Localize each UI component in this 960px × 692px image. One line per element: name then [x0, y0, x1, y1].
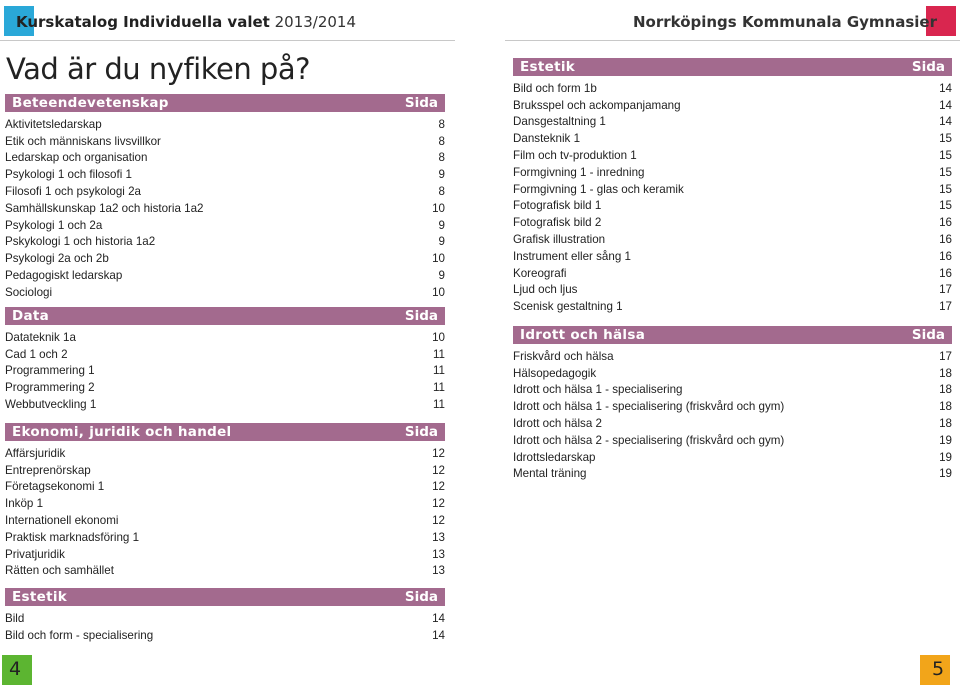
- course-page: 17: [939, 349, 952, 363]
- course-page: 8: [438, 151, 445, 165]
- section-page-label: Sida: [404, 424, 438, 440]
- course-name: Idrott och hälsa 2 - specialisering (friskvård och gym): [513, 433, 785, 447]
- page-number-left: 4: [9, 658, 22, 680]
- course-list: [5, 329, 445, 413]
- course-row: [5, 495, 445, 512]
- course-row: [5, 150, 445, 167]
- course-page: 9: [438, 269, 445, 283]
- course-row: [5, 267, 445, 284]
- course-page: 12: [432, 463, 445, 477]
- course-page: 19: [939, 450, 952, 464]
- course-row: [5, 610, 445, 627]
- course-row: [513, 298, 952, 315]
- course-page: 14: [432, 611, 445, 625]
- course-page: 11: [432, 398, 445, 412]
- course-name: Affärsjuridik: [5, 446, 66, 460]
- catalog-title-text: Kurskatalog Individuella valet: [16, 13, 270, 31]
- course-page: 14: [432, 628, 445, 642]
- course-list: [513, 348, 952, 482]
- course-page: 10: [432, 285, 445, 299]
- course-list: [513, 80, 952, 315]
- course-name: Företagsekonomi 1: [5, 480, 105, 494]
- course-page: 12: [432, 480, 445, 494]
- course-page: 15: [939, 149, 952, 163]
- section-page-label: Sida: [911, 59, 945, 75]
- section-header: [5, 423, 445, 441]
- course-row: [5, 346, 445, 363]
- course-name: Privatjuridik: [5, 547, 65, 561]
- course-name: Friskvård och hälsa: [513, 349, 614, 363]
- course-row: [513, 164, 952, 181]
- course-row: [513, 248, 952, 265]
- course-page: 10: [432, 252, 445, 266]
- course-page: 18: [939, 400, 952, 414]
- section-estetik-left: [5, 588, 445, 644]
- section-idrott: [513, 326, 952, 482]
- course-page: 14: [939, 81, 952, 95]
- section-estetik-right: [513, 58, 952, 315]
- course-page: 17: [939, 283, 952, 297]
- course-name: Fotografisk bild 1: [513, 199, 602, 213]
- course-page: 16: [939, 216, 952, 230]
- course-name: Etik och människans livsvillkor: [5, 134, 161, 148]
- course-row: [5, 116, 445, 133]
- section-page-label: Sida: [911, 327, 945, 343]
- section-page-label: Sida: [404, 308, 438, 324]
- section-header: [5, 94, 445, 112]
- course-name: Dansteknik 1: [513, 132, 581, 146]
- course-page: 9: [438, 218, 445, 232]
- school-name: Norrköpings Kommunala Gymnasier: [632, 13, 937, 31]
- section-ekonomi: [5, 423, 445, 579]
- course-page: 13: [432, 530, 445, 544]
- course-row: [513, 282, 952, 299]
- course-page: 11: [432, 381, 445, 395]
- course-page: 16: [939, 266, 952, 280]
- header-rule-right: [505, 40, 960, 41]
- course-page: 15: [939, 182, 952, 196]
- course-name: Hälsopedagogik: [513, 366, 597, 380]
- course-page: 18: [939, 366, 952, 380]
- course-row: [5, 379, 445, 396]
- course-page: 13: [432, 564, 445, 578]
- course-row: [513, 214, 952, 231]
- course-row: [5, 284, 445, 301]
- section-header: [513, 58, 952, 76]
- course-page: 16: [939, 233, 952, 247]
- course-page: 13: [432, 547, 445, 561]
- course-row: [5, 200, 445, 217]
- course-page: 12: [432, 446, 445, 460]
- course-name: Koreografi: [513, 266, 567, 280]
- course-page: 8: [438, 185, 445, 199]
- course-row: [513, 198, 952, 215]
- course-row: [5, 329, 445, 346]
- course-page: 16: [939, 249, 952, 263]
- course-name: Bild och form 1b: [513, 81, 597, 95]
- course-name: Webbutveckling 1: [5, 398, 97, 412]
- course-row: [5, 445, 445, 462]
- course-name: Internationell ekonomi: [5, 514, 119, 528]
- course-page: 11: [432, 347, 445, 361]
- section-header: [5, 307, 445, 325]
- course-row: [513, 415, 952, 432]
- catalog-title: [16, 13, 356, 31]
- course-row: [513, 130, 952, 147]
- course-row: [5, 627, 445, 644]
- course-row: [513, 97, 952, 114]
- course-page: 18: [939, 417, 952, 431]
- course-name: Psykologi 1 och 2a: [5, 218, 103, 232]
- course-name: Idrott och hälsa 2: [513, 417, 602, 431]
- course-page: 17: [939, 300, 952, 314]
- course-list: [5, 610, 445, 644]
- course-name: Aktivitetsledarskap: [5, 117, 102, 131]
- course-page: 11: [432, 364, 445, 378]
- course-row: [5, 250, 445, 267]
- course-row: [5, 396, 445, 413]
- course-name: Entreprenörskap: [5, 463, 91, 477]
- course-name: Pskykologi 1 och historia 1a2: [5, 235, 156, 249]
- course-list: [5, 116, 445, 301]
- course-name: Grafisk illustration: [513, 233, 606, 247]
- course-page: 14: [939, 98, 952, 112]
- catalog-year: 2013/2014: [274, 13, 357, 31]
- course-row: [5, 234, 445, 251]
- course-name: Film och tv-produktion 1: [513, 149, 637, 163]
- course-name: Idrott och hälsa 1 - specialisering (friskvård och gym): [513, 400, 785, 414]
- course-row: [5, 462, 445, 479]
- course-row: [513, 398, 952, 415]
- section-title: Ekonomi, juridik och handel: [12, 424, 232, 440]
- course-name: Fotografisk bild 2: [513, 216, 602, 230]
- course-name: Samhällskunskap 1a2 och historia 1a2: [5, 201, 204, 215]
- course-name: Praktisk marknadsföring 1: [5, 530, 140, 544]
- course-name: Pedagogiskt ledarskap: [5, 269, 123, 283]
- course-name: Formgivning 1 - glas och keramik: [513, 182, 684, 196]
- course-name: Idrott och hälsa 1 - specialisering: [513, 383, 683, 397]
- course-name: Formgivning 1 - inredning: [513, 165, 645, 179]
- course-page: 12: [432, 497, 445, 511]
- course-name: Ledarskap och organisation: [5, 151, 148, 165]
- section-title: Data: [12, 308, 50, 324]
- course-name: Rätten och samhället: [5, 564, 114, 578]
- course-row: [5, 563, 445, 580]
- course-row: [513, 80, 952, 97]
- course-page: 8: [438, 134, 445, 148]
- course-row: [5, 166, 445, 183]
- course-row: [513, 348, 952, 365]
- course-name: Filosofi 1 och psykologi 2a: [5, 185, 141, 199]
- header-rule-left: [0, 40, 455, 41]
- course-row: [513, 449, 952, 466]
- section-header: [513, 326, 952, 344]
- course-row: [5, 546, 445, 563]
- section-page-label: Sida: [404, 95, 438, 111]
- course-row: [513, 231, 952, 248]
- section-data: [5, 307, 445, 413]
- course-page: 15: [939, 165, 952, 179]
- course-name: Bild och form - specialisering: [5, 628, 154, 642]
- course-row: [513, 365, 952, 382]
- course-page: 10: [432, 201, 445, 215]
- course-name: Ljud och ljus: [513, 283, 578, 297]
- course-page: 14: [939, 115, 952, 129]
- course-row: [5, 217, 445, 234]
- course-name: Psykologi 2a och 2b: [5, 252, 109, 266]
- course-name: Mental träning: [513, 467, 587, 481]
- course-name: Sociologi: [5, 285, 53, 299]
- course-name: Scenisk gestaltning 1: [513, 300, 623, 314]
- course-row: [513, 114, 952, 131]
- course-name: Datateknik 1a: [5, 330, 76, 344]
- course-name: Inköp 1: [5, 497, 44, 511]
- course-page: 19: [939, 467, 952, 481]
- section-title: Estetik: [12, 589, 68, 605]
- course-page: 19: [939, 433, 952, 447]
- course-name: Psykologi 1 och filosofi 1: [5, 168, 132, 182]
- page-title: Vad är du nyfiken på?: [6, 52, 310, 86]
- course-name: Programmering 2: [5, 381, 95, 395]
- course-row: [5, 183, 445, 200]
- course-page: 18: [939, 383, 952, 397]
- course-row: [513, 466, 952, 483]
- course-page: 15: [939, 132, 952, 146]
- course-page: 8: [438, 117, 445, 131]
- course-name: Idrottsledarskap: [513, 450, 596, 464]
- page-number-right: 5: [932, 658, 945, 680]
- course-row: [513, 147, 952, 164]
- section-page-label: Sida: [404, 589, 438, 605]
- course-name: Cad 1 och 2: [5, 347, 68, 361]
- course-page: 12: [432, 514, 445, 528]
- course-row: [5, 133, 445, 150]
- section-beteendevetenskap: [5, 94, 445, 301]
- course-name: Programmering 1: [5, 364, 95, 378]
- section-title: Estetik: [520, 59, 576, 75]
- course-list: [5, 445, 445, 579]
- course-name: Bruksspel och ackompanjamang: [513, 98, 681, 112]
- course-page: 9: [438, 235, 445, 249]
- course-row: [513, 265, 952, 282]
- course-row: [5, 512, 445, 529]
- course-page: 10: [432, 330, 445, 344]
- course-page: 9: [438, 168, 445, 182]
- course-page: 15: [939, 199, 952, 213]
- course-row: [513, 181, 952, 198]
- course-row: [5, 363, 445, 380]
- section-title: Beteendevetenskap: [12, 95, 169, 111]
- course-row: [5, 479, 445, 496]
- section-header: [5, 588, 445, 606]
- course-name: Instrument eller sång 1: [513, 249, 631, 263]
- course-name: Dansgestaltning 1: [513, 115, 606, 129]
- course-name: Bild: [5, 611, 25, 625]
- section-title: Idrott och hälsa: [520, 327, 646, 343]
- course-row: [513, 432, 952, 449]
- course-row: [5, 529, 445, 546]
- course-row: [513, 382, 952, 399]
